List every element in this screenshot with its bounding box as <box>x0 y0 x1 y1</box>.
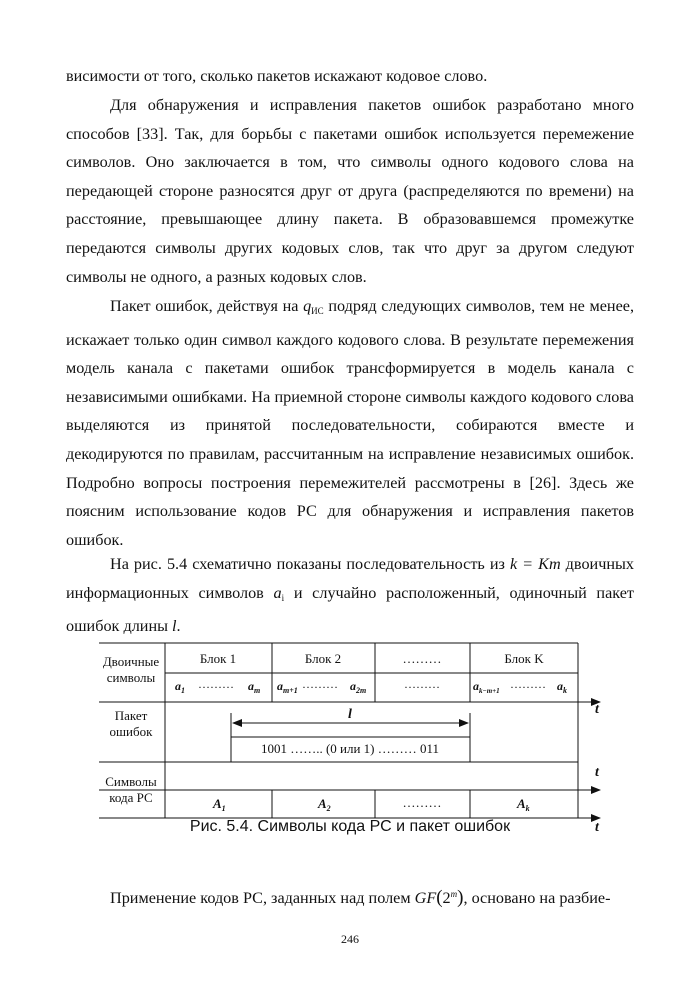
block-header: Блок 1 <box>199 651 237 666</box>
cell-dots: ……… <box>198 677 234 691</box>
cell-dots: ……… <box>302 677 338 691</box>
axis-label-t: t <box>595 820 599 835</box>
figure-caption: Рис. 5.4. Символы кода РС и пакет ошибок <box>189 818 511 835</box>
row-label-rs: Символы <box>105 774 157 789</box>
axis-label-t: t <box>595 765 599 780</box>
rs-symbol: $A_k$ <box>517 796 530 813</box>
row-label-packet: Пакет <box>114 708 148 723</box>
row-label-rs: кода РС <box>109 790 153 805</box>
paragraph-rs-application: Применение кодов РС, заданных над полем GF(2$^m$), основано на разбие- <box>110 887 611 908</box>
cell-dots: ……… <box>404 677 440 691</box>
symbol-a-last: $a_{2m}$ <box>350 679 367 695</box>
row-label-packet: ошибок <box>109 724 153 739</box>
paragraph-continuation: висимости от того, сколько пакетов искажают кодовое слово. <box>66 67 488 85</box>
rs-symbol: $A_2$ <box>318 796 331 813</box>
rs-cells <box>212 795 530 813</box>
symbol-a-first: $a_{k-m+1}$ <box>473 679 500 695</box>
cell-dots: ……… <box>402 795 442 810</box>
paragraph-packet-effect: Пакет ошибок, действуя на $q_{ИС}$ подряд следующих символов, тем не менее, искажает только один символ каждого кодового слова. В результате перемежения модель канала с пакетами ошибок трансформируется в модель канала с независимыми ошибками. На приемной стороне символы каждого кодового слова выделяются из принятой последовательности, собираются вместе и декодируются по правилам, рассчитанным на исправление независимых ошибок. Подробно вопросы построения перемежителей рассмотрены в [26]. Здесь же поясним использование кодов РС для обнаружения и исправления пакетов ошибок. <box>66 297 634 549</box>
block-header: Блок K <box>504 651 544 666</box>
paragraph-figure-intro: На рис. 5.4 схематично показаны последовательность из k = Km двоичных информационных символов $a_i$ и случайно расположенный, одиночный пакет ошибок длины l. <box>66 555 634 636</box>
packet-sequence: 1001 …….. (0 или 1) ……… 011 <box>260 741 440 756</box>
row-label-binary: символы <box>106 670 156 685</box>
page-number: 246 <box>341 932 359 946</box>
row-label-binary: Двоичные <box>102 654 160 669</box>
axis-label-t: t <box>595 702 599 717</box>
binary-cells <box>175 677 567 695</box>
symbol-a-last: $a_k$ <box>557 679 567 695</box>
packet-length-label: l <box>348 707 352 722</box>
cell-dots: ……… <box>510 677 546 691</box>
frame-lines <box>99 643 578 818</box>
paragraph-interleaving: Для обнаружения и исправления пакетов ошибок разработано много способов [33]. Так, для борьбы с пакетами ошибок используется перемежение символов. Оно заключается в том, что символы одного кодового слова на передающей стороне разносятся друг от друга (распределяются по времени) на расстояние, превышающее длину пакета. В образовавшемся промежутке передаются символы других кодовых слов, так что друг за другом следуют символы не одного, а разных кодовых слов. <box>66 96 634 286</box>
block-header: Блок 2 <box>304 651 342 666</box>
rs-symbol: $A_1$ <box>213 796 226 813</box>
block-header: ……… <box>402 651 442 666</box>
symbol-a-first: $a_{m+1}$ <box>277 679 298 695</box>
symbol-a-first: $a_1$ <box>175 679 185 695</box>
symbol-a-last: $a_m$ <box>248 679 261 695</box>
